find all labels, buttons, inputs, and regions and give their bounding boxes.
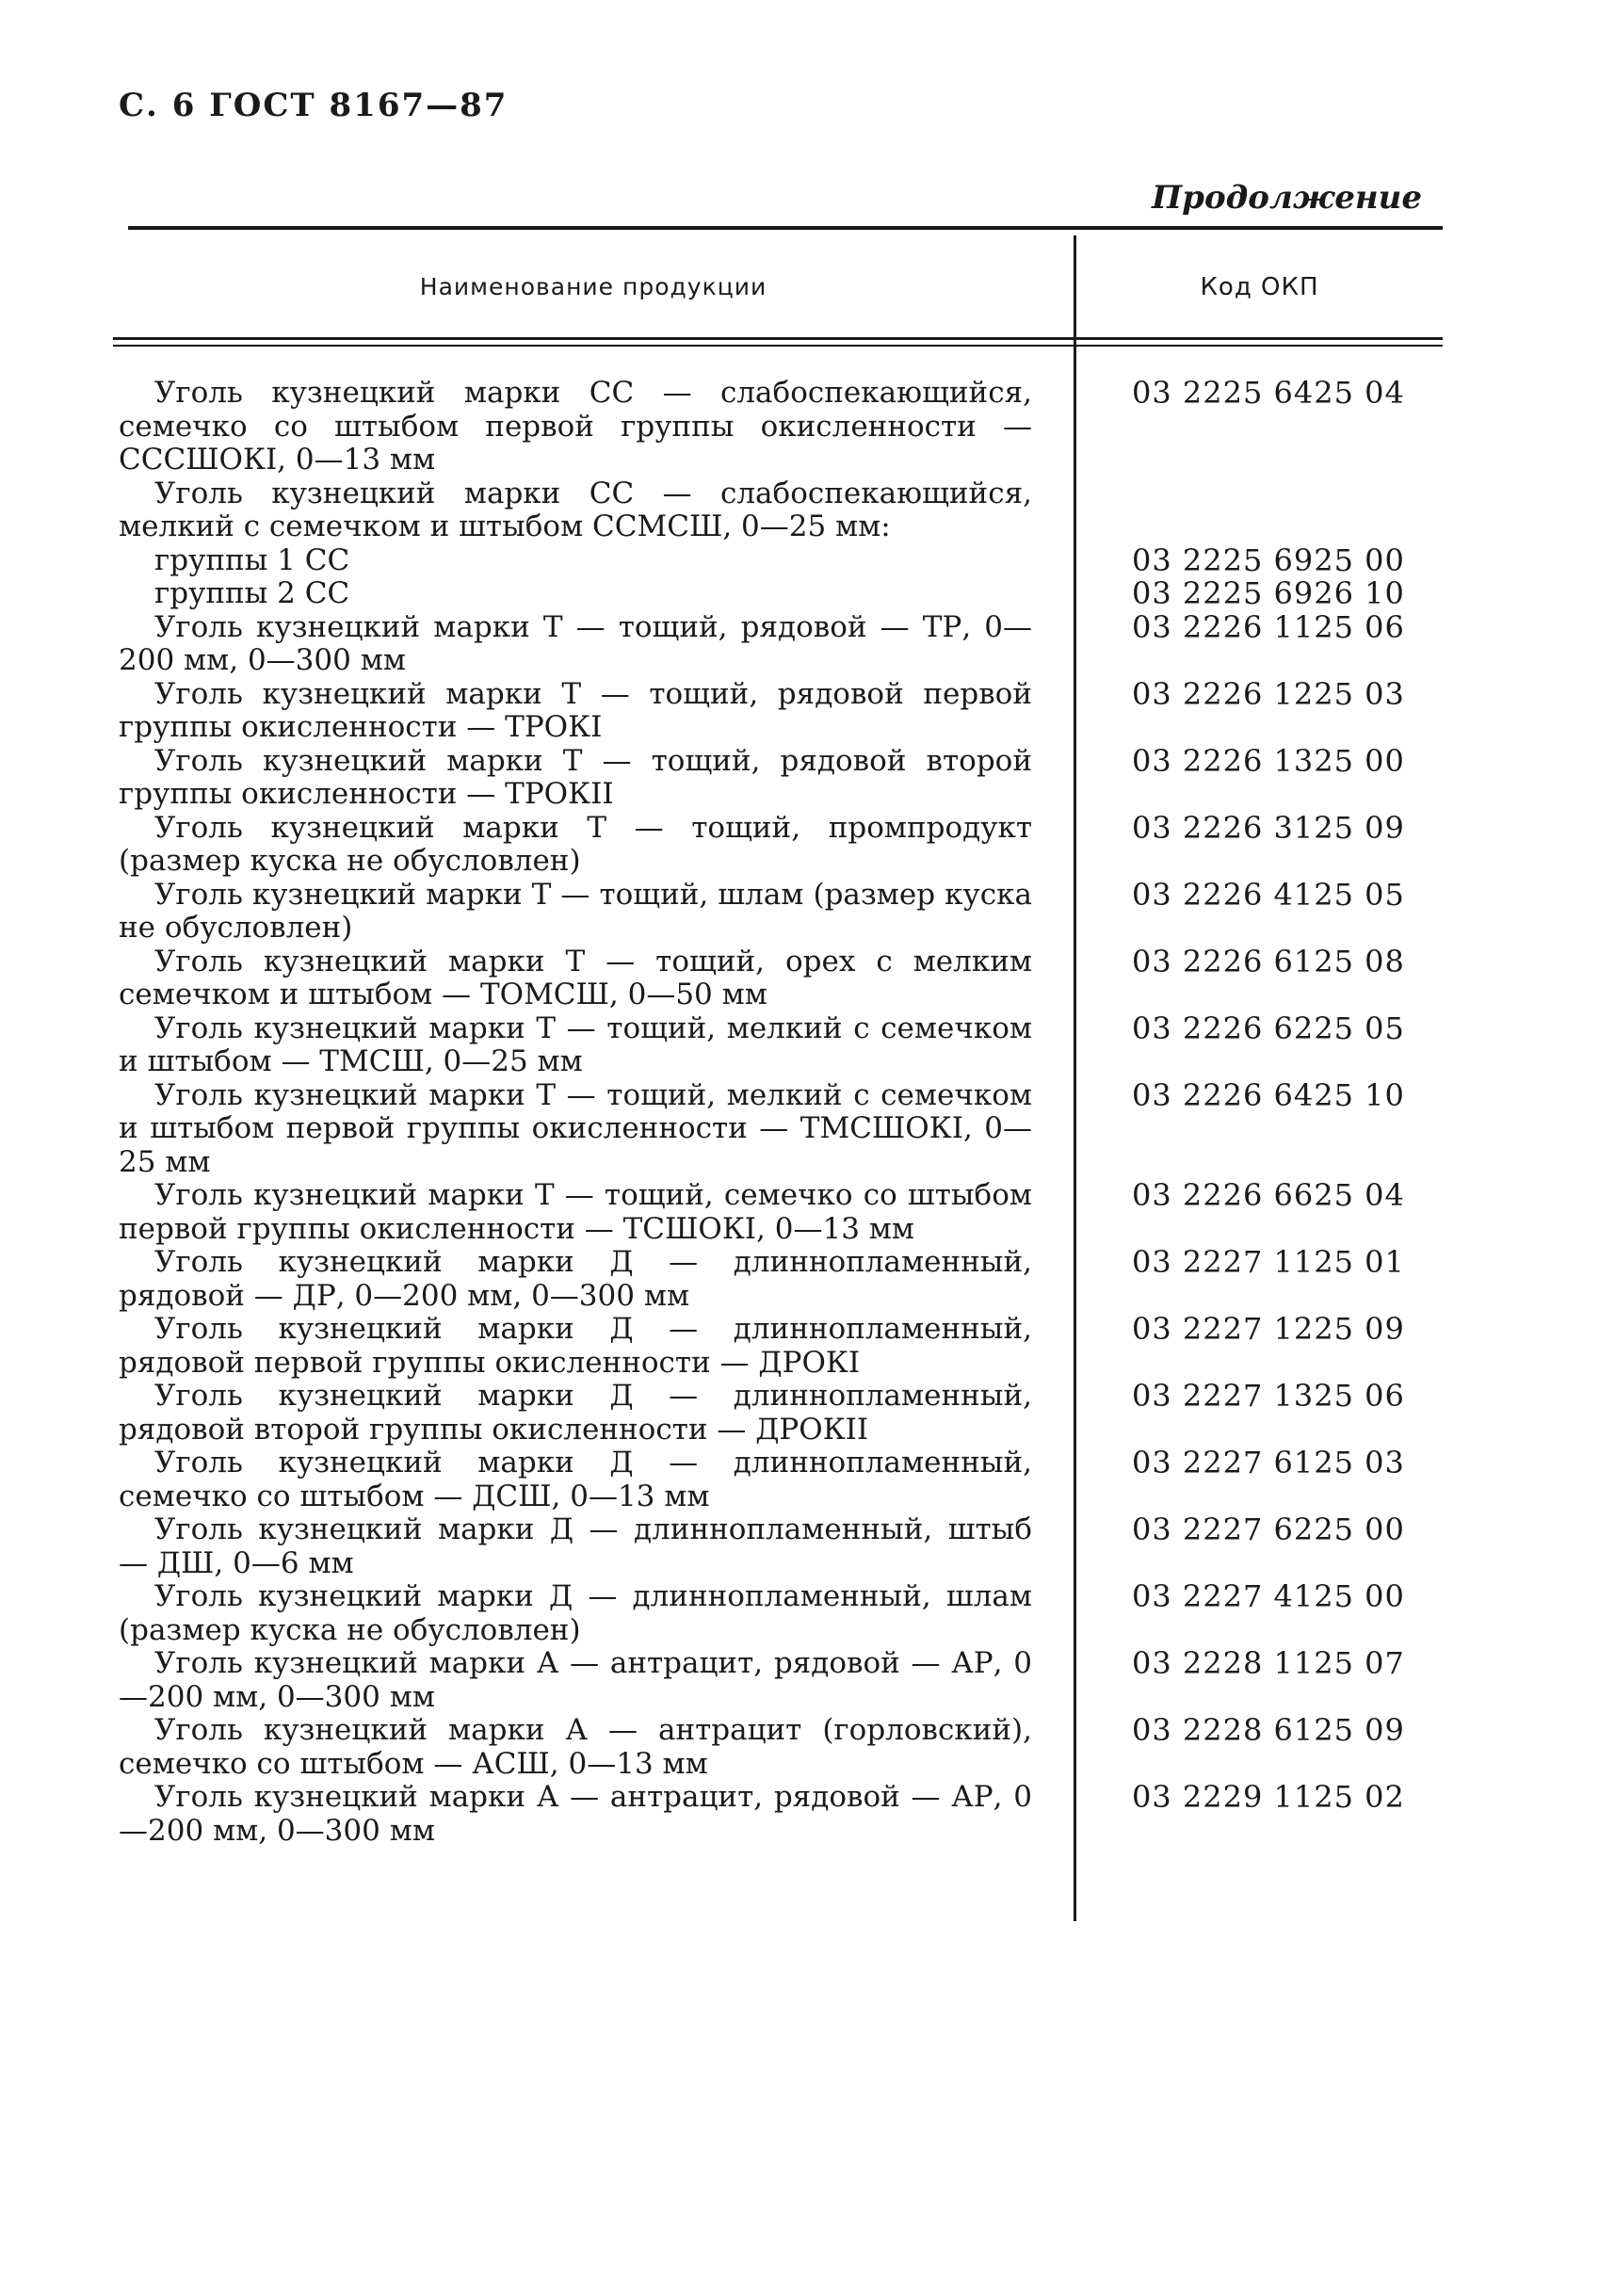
okp-code: 03 2227 1325 06: [1132, 1378, 1405, 1414]
continuation-label: Продолжение: [1152, 179, 1422, 217]
okp-code: 03 2226 1225 03: [1132, 675, 1405, 712]
table-row: [0, 1447, 1599, 1513]
table-row: [0, 1246, 1599, 1313]
okp-code: 03 2226 6425 10: [1132, 1076, 1405, 1113]
product-name: Уголь кузнецкий марки Д — длиннопламенный, штыб — ДШ, 0—6 мм: [119, 1512, 1032, 1580]
okp-code: 03 2227 6225 00: [1132, 1512, 1405, 1547]
table-row: [0, 809, 1599, 879]
column-header-name: Наименование продукции: [419, 273, 767, 300]
okp-code: 03 2227 6125 03: [1132, 1445, 1405, 1480]
product-name: Уголь кузнецкий марки Т — тощий, рядовой — ТР, 0—200 мм, 0—300 мм: [119, 609, 1032, 677]
header-rule: [113, 337, 1443, 340]
table-top-rule: [128, 226, 1443, 230]
okp-code: 03 2227 4125 00: [1132, 1578, 1405, 1614]
okp-code: 03 2227 1225 09: [1132, 1311, 1405, 1347]
table-row: [0, 742, 1599, 812]
table-row: [0, 608, 1599, 678]
okp-code: 03 2226 1125 06: [1132, 608, 1405, 645]
table-body: [0, 377, 1599, 1848]
page-header: С. 6 ГОСТ 8167—87: [119, 87, 509, 124]
product-name: Уголь кузнецкий марки СС — слабоспекающийся, семечко со штыбом первой группы окисленности — СССШОКI, 0—13 мм: [119, 376, 1032, 477]
okp-code: 03 2226 6125 08: [1132, 943, 1405, 979]
table-row: [0, 1714, 1599, 1781]
product-name: Уголь кузнецкий марки А — антрацит, рядовой — АР, 0—200 мм, 0—300 мм: [119, 1646, 1032, 1714]
okp-code: 03 2225 6425 04: [1132, 375, 1405, 411]
table-row: [0, 544, 1599, 578]
okp-code: 03 2229 1125 02: [1132, 1779, 1405, 1815]
okp-code: 03 2226 3125 09: [1132, 809, 1405, 846]
product-name: Уголь кузнецкий марки Д — длиннопламенный, рядовой второй группы окисленности — ДРОКII: [119, 1379, 1032, 1447]
product-subgroup-name: группы 2 СС: [154, 576, 350, 610]
column-header-code: Код ОКП: [1200, 273, 1319, 301]
okp-code: 03 2226 4125 05: [1132, 876, 1405, 913]
product-name: Уголь кузнецкий марки СС — слабоспекающийся, мелкий с семечком и штыбом ССМСШ, 0—25 мм:: [119, 476, 1032, 543]
table-row: [0, 477, 1599, 544]
product-name: Уголь кузнецкий марки Т — тощий, рядовой первой группы окисленности — ТРОКI: [119, 676, 1032, 744]
table-row: [0, 943, 1599, 1012]
okp-code: 03 2228 6125 09: [1132, 1712, 1405, 1748]
table-row: [0, 1647, 1599, 1714]
product-subgroup-name: группы 1 СС: [154, 542, 350, 577]
okp-code: 03 2227 1125 01: [1132, 1244, 1405, 1280]
product-name: Уголь кузнецкий марки Т — тощий, мелкий с семечком и штыбом первой группы окисленности — ТМСШОКI, 0—25 мм: [119, 1077, 1032, 1179]
table-row: [0, 1179, 1599, 1246]
product-name: Уголь кузнецкий марки Д — длиннопламенный, шлам (размер куска не обусловлен): [119, 1579, 1032, 1647]
table-row: [0, 1513, 1599, 1580]
product-name: Уголь кузнецкий марки Д — длиннопламенный, рядовой первой группы окисленности — ДРОКI: [119, 1312, 1032, 1380]
table-row: [0, 1580, 1599, 1647]
product-name: Уголь кузнецкий марки Т — тощий, семечко со штыбом первой группы окисленности — ТСШОКI, 0—13 мм: [119, 1178, 1032, 1246]
product-name: Уголь кузнецкий марки А — антрацит, рядовой — АР, 0—200 мм, 0—300 мм: [119, 1780, 1032, 1848]
table-row: [0, 876, 1599, 946]
table-row: [0, 1012, 1599, 1079]
product-name: Уголь кузнецкий марки Т — тощий, промпродукт (размер куска не обусловлен): [119, 810, 1032, 878]
okp-code: 03 2226 1325 00: [1132, 742, 1405, 779]
table-row: [0, 1313, 1599, 1380]
table-row: [0, 377, 1599, 477]
header-rule-double: [113, 345, 1443, 347]
product-name: Уголь кузнецкий марки Т — тощий, рядовой второй группы окисленности — ТРОКII: [119, 743, 1032, 811]
product-name: Уголь кузнецкий марки Д — длиннопламенный, рядовой — ДР, 0—200 мм, 0—300 мм: [119, 1245, 1032, 1313]
table-row: [0, 1076, 1599, 1180]
table-row: [0, 1380, 1599, 1447]
table-row: [0, 577, 1599, 611]
okp-code: 03 2225 6925 00: [1132, 542, 1405, 578]
product-name: Уголь кузнецкий марки Т — тощий, шлам (размер куска не обусловлен): [119, 877, 1032, 945]
table-row: [0, 1781, 1599, 1848]
okp-code: 03 2226 6225 05: [1132, 1010, 1405, 1046]
table-row: [0, 675, 1599, 745]
product-name: Уголь кузнецкий марки Д — длиннопламенный, семечко со штыбом — ДСШ, 0—13 мм: [119, 1446, 1032, 1513]
okp-code: 03 2228 1125 07: [1132, 1645, 1405, 1681]
product-name: Уголь кузнецкий марки Т — тощий, орех с мелким семечком и штыбом — ТОМСШ, 0—50 мм: [119, 944, 1032, 1011]
okp-code: 03 2225 6926 10: [1132, 575, 1405, 611]
product-name: Уголь кузнецкий марки А — антрацит (горловский), семечко со штыбом — АСШ, 0—13 мм: [119, 1713, 1032, 1781]
product-name: Уголь кузнецкий марки Т — тощий, мелкий с семечком и штыбом — ТМСШ, 0—25 мм: [119, 1011, 1032, 1078]
okp-code: 03 2226 6625 04: [1132, 1177, 1405, 1213]
